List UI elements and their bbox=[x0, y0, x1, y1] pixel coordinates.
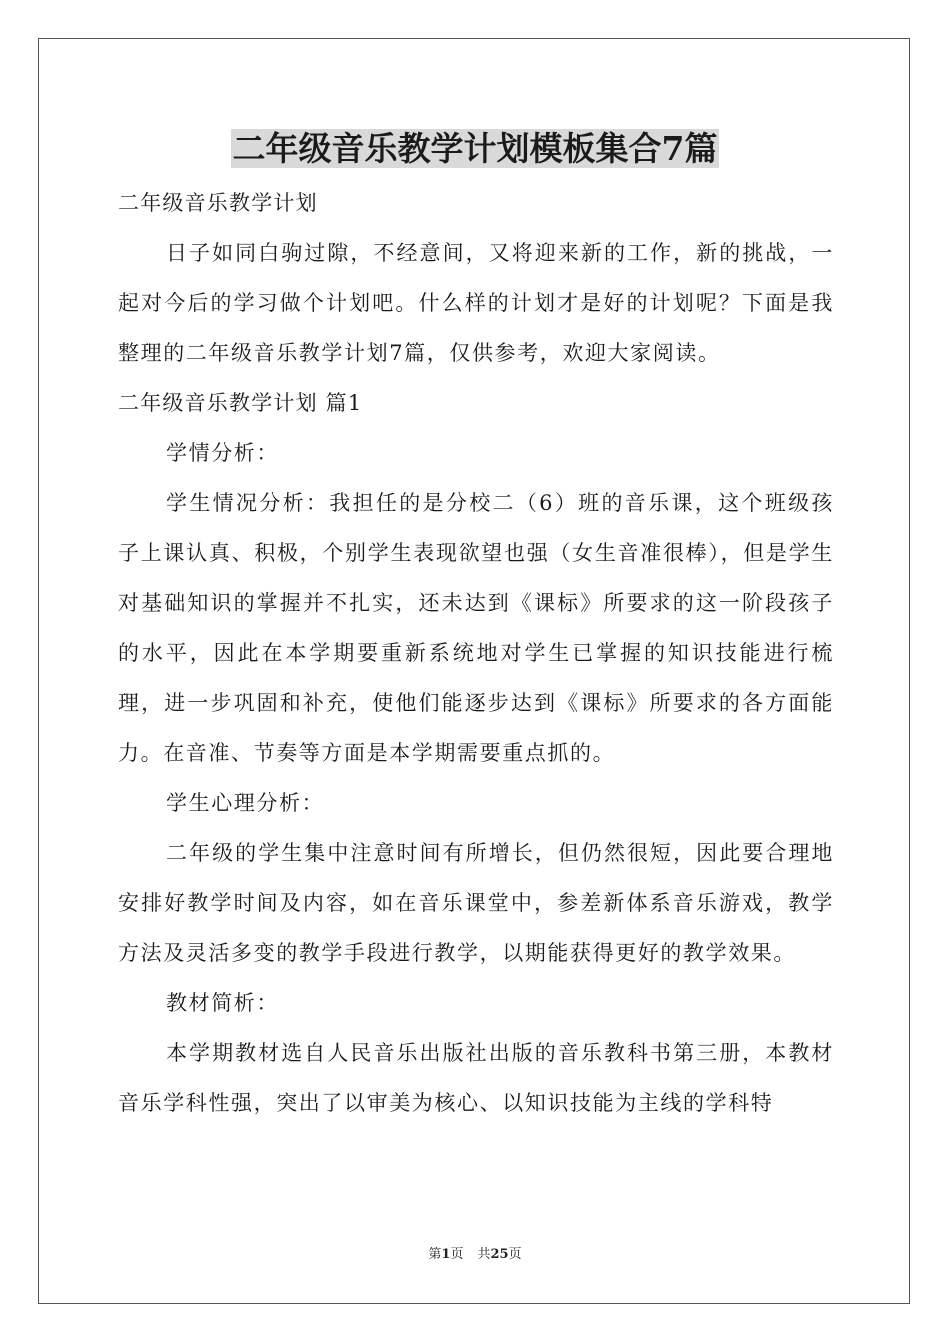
document-body bbox=[118, 178, 834, 1128]
footer-page-total: 25 bbox=[490, 1247, 509, 1262]
footer-total-label: 共 bbox=[477, 1247, 491, 1262]
document-title-text: 二年级音乐教学计划模板集合7篇 bbox=[232, 129, 718, 168]
paragraph-psychology: 二年级的学生集中注意时间有所增长，但仍然很短，因此要合理地安排好教学时间及内容，如在音乐课堂中，参差新体系音乐游戏，教学方法及灵活多变的教学手段进行教学，以期能获得更好的教学效果。 bbox=[118, 841, 834, 965]
section-heading: 二年级音乐教学计划 bbox=[118, 191, 318, 215]
subheading-psychology-analysis: 学生心理分析： bbox=[166, 791, 325, 815]
subheading-textbook-analysis: 教材简析： bbox=[166, 991, 279, 1015]
footer-total-unit: 页 bbox=[508, 1247, 522, 1262]
paragraph-student-situation: 学生情况分析：我担任的是分校二（6）班的音乐课，这个班级孩子上课认真、积极，个别学生表现欲望也强（女生音准很棒），但是学生对基础知识的掌握并不扎实，还未达到《课标》所要求的这一阶段孩子的水平，因此在本学期要重新系统地对学生已掌握的知识技能进行梳理，进一步巩固和补充，使他们能逐步达到《课标》所要求的各方面能力。在音准、节奏等方面是本学期需要重点抓的。 bbox=[118, 491, 834, 765]
document-title bbox=[0, 126, 950, 172]
footer-page-unit: 页 bbox=[450, 1247, 464, 1262]
section-heading-part1: 二年级音乐教学计划 篇1 bbox=[118, 391, 363, 415]
footer-page-current: 1 bbox=[441, 1247, 451, 1262]
footer-page-label: 第 bbox=[428, 1247, 442, 1262]
paragraph-textbook: 本学期教材选自人民音乐出版社出版的音乐教科书第三册，本教材音乐学科性强，突出了以审美为核心、以知识技能为主线的学科特 bbox=[118, 1041, 834, 1115]
page-footer bbox=[0, 1246, 950, 1264]
subheading-learning-analysis: 学情分析： bbox=[166, 441, 279, 465]
intro-paragraph: 日子如同白驹过隙，不经意间，又将迎来新的工作，新的挑战，一起对今后的学习做个计划吧。什么样的计划才是好的计划呢？下面是我整理的二年级音乐教学计划7篇，仅供参考，欢迎大家阅读。 bbox=[118, 241, 834, 365]
